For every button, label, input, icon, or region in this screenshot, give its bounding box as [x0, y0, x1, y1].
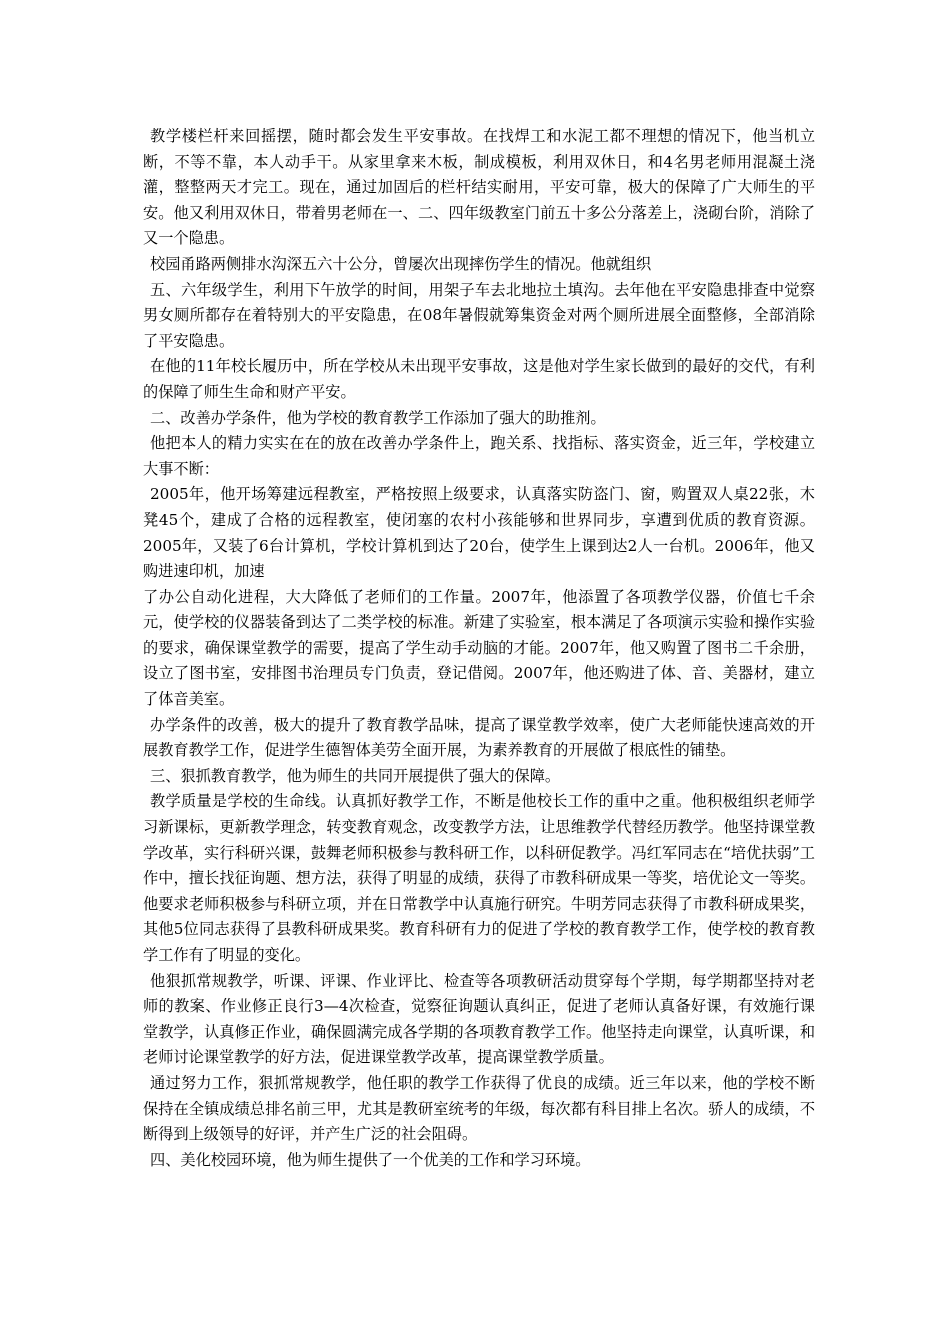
heading-section-three: 三、狠抓教育教学，他为师生的共同开展提供了强大的保障。: [150, 766, 561, 785]
paragraph-railing-repair: 教学楼栏杆来回摇摆，随时都会发生平安事故。在找焊工和水泥工都不理想的情况下，他当机立断，不等不靠，本人动手干。从家里拿来木板，制成模板，利用双休日，和4名男老师用混凝土浇灌，整整两天才完工。现在，通过加固后的栏杆结实耐用，平安可靠，极大的保障了广大师生的平安。他又利用双休日，带着男老师在一、二、四年级教室门前五十多公分落差上，浇砌台阶，消除了又一个隐患。: [143, 127, 815, 248]
paragraph-school-conditions: 他把本人的精力实实在在的放在改善办学条件上，跑关系、找指标、落实资金，近三年，学校建立大事不断：: [143, 434, 815, 478]
paragraph-routine-teaching: 他狠抓常规教学，听课、评课、作业评比、检查等各项教研活动贯穿每个学期，每学期都坚持对老师的教案、作业修正良行3—4次检查，觉察征询题认真纠正，促进了老师认真备好课，有效施行课堂教学，认真修正作业，确保圆满完成各学期的各项教育教学工作。他坚持走向课堂，认真听课，和老师讨论课堂教学的好方法，促进课堂教学改革，提高课堂教学质量。: [143, 971, 815, 1067]
paragraph-toilet-renovation: 五、六年级学生，利用下午放学的时间，用架子车去北地拉土填沟。去年他在平安隐患排查中觉察男女厕所都存在着特别大的平安隐患，在08年暑假就筹集资金对两个厕所进展全面整修，全部消除了平安隐患。: [143, 280, 815, 350]
heading-section-four: 四、美化校园环境，他为师生提供了一个优美的工作和学习环境。: [150, 1150, 591, 1169]
document-body: [143, 124, 815, 1173]
paragraph-conditions-improvement: 办学条件的改善，极大的提升了教育教学品味，提高了课堂教学效率，使广大老师能快速高效的开展教育教学工作，促进学生德智体美劳全面开展，为素养教育的开展做了根底性的铺垫。: [143, 715, 815, 760]
heading-section-two: 二、改善办学条件，他为学校的教育教学工作添加了强大的助推剂。: [150, 408, 606, 427]
paragraph-teaching-quality: 教学质量是学校的生命线。认真抓好教学工作，不断是他校长工作的重中之重。他积极组织老师学习新课标，更新教学理念，转变教育观念，改变教学方法，让思维教学代替经历教学。他坚持课堂教学改革，实行科研兴课，鼓舞老师积极参与教科研工作，以科研促教学。冯红军同志在“培优扶弱”工作中，擅长找征询题、想方法，获得了明显的成绩，获得了市教科研成果一等奖，培优论文一等奖。他要求老师积极参与科研立项，并在日常教学中认真施行研究。牛明芳同志获得了市教科研成果奖，其他5位同志获得了县教科研成果奖。教育科研有力的促进了学校的教育教学工作，使学校的教育教学工作有了明显的变化。: [143, 792, 815, 964]
paragraph-results: 通过努力工作，狠抓常规教学，他任职的教学工作获得了优良的成绩。近三年以来，他的学校不断保持在全镇成绩总排名前三甲，尤其是教研室统考的年级，每次都有科目排上名次。骄人的成绩，不断得到上级领导的好评，并产生广泛的社会阻碍。: [143, 1073, 815, 1144]
paragraph-drainage-ditch: 校园甬路两侧排水沟深五六十公分，曾屡次出现摔伤学生的情况。他就组织: [150, 254, 652, 273]
paragraph-2007-equipment: 了办公自动化进程，大大降低了老师们的工作量。2007年，他添置了各项教学仪器，价值七千余元，使学校的仪器装备到达了二类学校的标准。新建了实验室，根本满足了各项演示实验和操作实验的要求，确保课堂教学的需要，提高了学生动手动脑的才能。2007年，他又购置了图书二千余册，设立了图书室，安排图书治理员专门负责，登记借阅。2007年，他还购进了体、音、美器材，建立了体音美室。: [143, 587, 815, 709]
paragraph-safety-record: 在他的11年校长履历中，所在学校从未出现平安事故，这是他对学生家长做到的最好的交代，有利的保障了师生生命和财产平安。: [143, 357, 815, 401]
paragraph-2005-remote-classroom: 2005年，他开场筹建远程教室，严格按照上级要求，认真落实防盗门、窗，购置双人桌22张，木凳45个，建成了合格的远程教室，使闭塞的农村小孩能够和世界同步，享遭到优质的教育资源。2005年，又装了6台计算机，学校计算机到达了20台，使学生上课到达2人一台机。2006年，他又购进速印机，加速: [143, 485, 815, 581]
